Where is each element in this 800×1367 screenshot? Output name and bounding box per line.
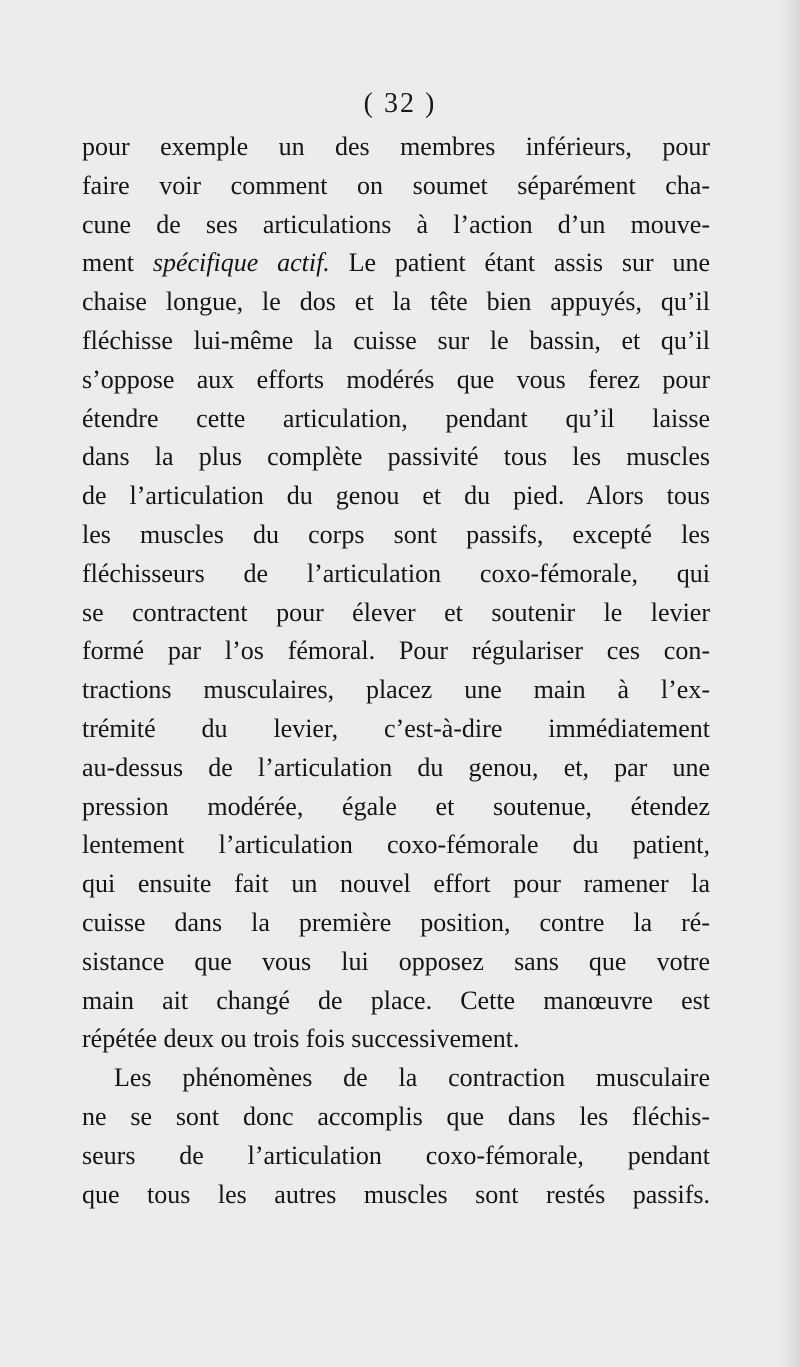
text-line: faire voir comment on soumet séparément cha- [82,170,710,200]
text-line: main ait changé de place. Cette manœuvre est [82,985,710,1015]
text-line: dans la plus complète passivité tous les muscles [82,442,710,472]
page-edge-shadow [780,0,800,1367]
text-line: Les phénomènes de la contraction musculaire [114,1063,710,1093]
text-line: se contractent pour élever et soutenir le levier [82,597,710,627]
text-line: cuisse dans la première position, contre la ré- [82,907,710,937]
text-line: sistance que vous lui opposez sans que votre [82,946,710,976]
page-number: ( 32 ) [363,88,437,119]
text-line: pression modérée, égale et soutenue, étendez [82,791,710,821]
body-text [82,128,710,1214]
paragraph-2 [82,1059,710,1214]
text-line: de l’articulation du genou et du pied. Alors tous [82,481,710,511]
text-line: étendre cette articulation, pendant qu’il laisse [82,403,710,433]
text-line: fléchisse lui-même la cuisse sur le bassin, et qu’il [82,325,710,355]
text-line: que tous les autres muscles sont restés passifs. [82,1179,710,1209]
text-line: tractions musculaires, placez une main à l’ex- [82,675,710,705]
text-line: trémité du levier, c’est-à-dire immédiatement [82,713,710,743]
text-line: répétée deux ou trois fois successivement. [82,1024,520,1054]
text-line: ne se sont donc accomplis que dans les fléchis- [82,1101,710,1131]
text-line: chaise longue, le dos et la tête bien appuyés, qu’il [82,287,710,317]
italic-term: spécifique actif. [152,248,330,278]
text-line [82,244,710,283]
text-line: s’oppose aux efforts modérés que vous ferez pour [82,364,710,394]
text-segment: ment [82,248,153,278]
paragraph-1 [82,128,710,1059]
text-line: les muscles du corps sont passifs, excepté les [82,519,710,549]
text-line: formé par l’os fémoral. Pour régulariser ces con- [82,636,710,666]
text-line: pour exemple un des membres inférieurs, pour [82,132,710,161]
text-line: seurs de l’articulation coxo-fémorale, pendant [82,1140,710,1170]
text-line: lentement l’articulation coxo-fémorale du patient, [82,830,710,860]
text-line: au-dessus de l’articulation du genou, et, par une [82,752,710,782]
text-line: cune de ses articulations à l’action d’un mouve- [82,209,710,239]
text-line: qui ensuite fait un nouvel effort pour ramener la [82,869,710,899]
text-line: fléchisseurs de l’articulation coxo-fémorale, qui [82,558,710,588]
text-segment: Le patient étant assis sur une [329,248,710,278]
